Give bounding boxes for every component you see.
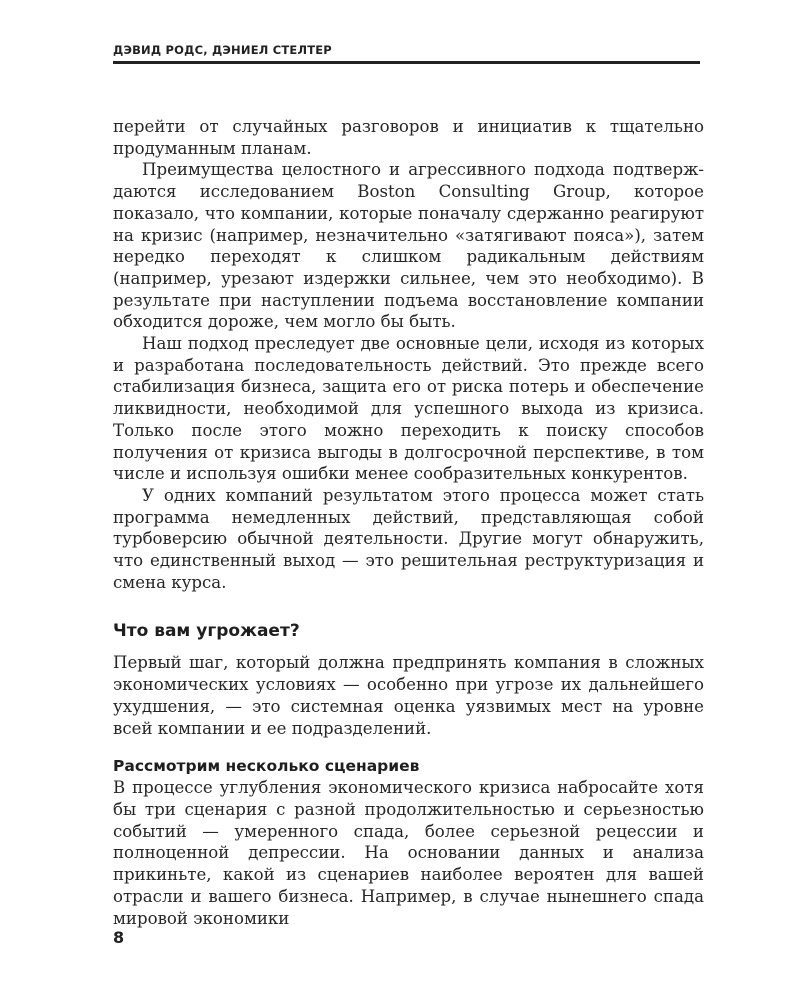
paragraph-bcg-study: Преимущества целостного и агрессивного подхода подтверждаются исследованием Boston Consulting Group, которое показало, что компании, которые поначалу сдержанно реагируют на кризис (например, незначительно «затягивают пояса»), затем нередко переходят к слишком радикальным действиям (например, урезают издержки сильнее, чем это необходимо). В результате при наступлении подъема восстановление компании обходится дороже, чем могло бы быть. (113, 160, 704, 332)
paragraph-continued: перейти от случайных разговоров и инициатив к тщательно продуманным планам. (113, 117, 704, 158)
paragraph-first-step: Первый шаг, который должна предпринять компания в сложных экономических условиях — особенно при угрозе их дальнейшего ухудшения, — это системная оценка уязвимых мест на уровне всей компании и ее подразделений. (113, 653, 704, 738)
paragraph-scenarios: В процессе углубления экономического кризиса набросайте хотя бы три сценария с разной продолжительностью и серьезностью событий — умеренного спада, более серьезной рецессии и полноценной депрессии. На основании данных и анализа прикиньте, какой из сценариев наиболее вероятен для вашей отрасли и вашего бизнеса. Например, в случае нынешнего спада мировой экономики (113, 778, 704, 928)
running-head: ДЭВИД РОДС, ДЭНИЕЛ СТЕЛТЕР (113, 43, 332, 57)
paragraph-program-outcomes: У одних компаний результатом этого процесса может стать программа немедленных действий, представляющая собой турбоверсию обычной деятельности. Другие могут обнаружить, что единственный выход — это решительная реструктуризация и смена курса. (113, 485, 704, 592)
subsection-heading-scenarios: Рассмотрим несколько сценариев (113, 757, 420, 776)
paragraph-approach-goals: Наш подход преследует две основные цели, исходя из которых и разработана последовательность действий. Это прежде всего стабилизация бизнеса, защита его от риска потерь и обеспечение ликвидности, необходимой для успешного выхода из кризиса. Только после этого можно переходить к поиску способов получения от кризиса выгоды в долгосрочной перспективе, в том числе и используя ошибки менее сообразительных конкурентов. (113, 334, 704, 484)
section-heading-threats: Что вам угрожает? (113, 621, 300, 642)
text-column (113, 116, 704, 929)
page-number: 8 (113, 928, 125, 947)
header-rule (113, 61, 700, 64)
